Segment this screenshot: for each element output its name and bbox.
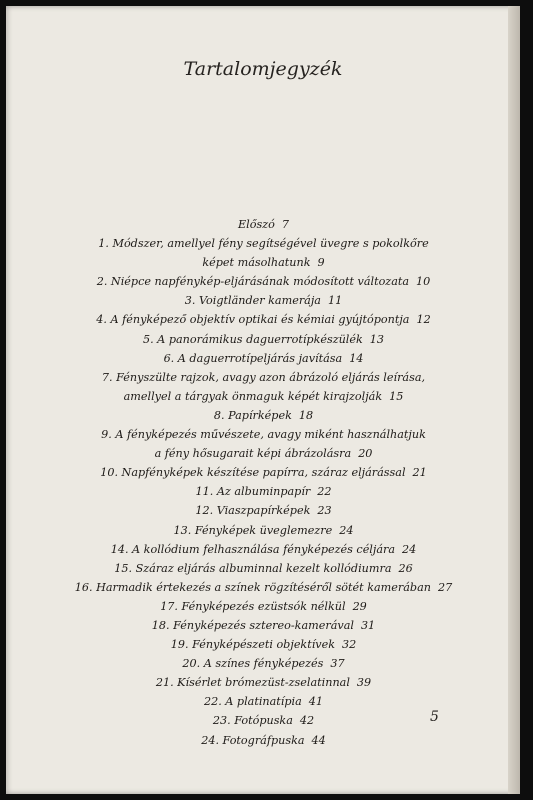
table-of-contents	[16, 215, 511, 750]
toc-entry-page: 7	[281, 218, 289, 231]
toc-entry-page: 12	[416, 313, 431, 327]
toc-entry-page: 13	[369, 332, 385, 346]
toc-entry-title: 16. Harmadik értekezés a színek rögzítéséről sötét kamerában	[74, 580, 431, 594]
toc-entry	[16, 425, 511, 444]
toc-entry-page: 10	[416, 275, 431, 289]
toc-entry	[16, 616, 511, 635]
page-number: 5	[430, 709, 439, 725]
toc-entry-title: 22. A platinatípia	[203, 695, 302, 709]
toc-entry-title: 11. Az albuminpapír	[195, 485, 311, 499]
toc-entry	[16, 654, 511, 673]
toc-entry-title: 12. Viaszpapírképek	[195, 504, 311, 518]
toc-entry-page: 23	[317, 504, 332, 518]
toc-entry-page: 11	[327, 294, 343, 308]
toc-entry-page: 9	[317, 256, 325, 270]
toc-entry-page: 15	[389, 389, 404, 403]
toc-entry-title: 9. A fényképezés művészete, avagy miként használhatjuk	[101, 428, 426, 442]
toc-entry-page: 41	[308, 695, 324, 709]
toc-entry	[16, 463, 511, 482]
toc-entry-page: 18	[298, 408, 314, 422]
toc-entry-title: 4. A fényképező objektív optikai és kémiai gyújtópontja	[96, 313, 410, 327]
toc-entry-page: 26	[398, 561, 413, 575]
toc-entry	[16, 234, 511, 253]
toc-entry	[16, 578, 511, 597]
toc-entry-title: 19. Fényképészeti objektívek	[170, 638, 336, 652]
toc-entry-title: 14. A kollódium felhasználása fényképezés céljára	[110, 542, 396, 556]
toc-entry	[16, 330, 511, 349]
toc-entry	[16, 368, 511, 387]
toc-entry-title: amellyel a tárgyak önmaguk képét kirajzolják	[123, 389, 383, 403]
toc-entry	[16, 597, 511, 616]
toc-entry	[16, 310, 511, 329]
toc-entry-title: 3. Voigtländer kamerája	[184, 294, 321, 308]
toc-entry	[16, 482, 511, 501]
toc-entry-page: 20	[358, 447, 373, 461]
book-page	[6, 6, 520, 794]
toc-entry	[16, 673, 511, 692]
toc-entry-page: 14	[349, 351, 364, 365]
toc-entry	[16, 635, 511, 654]
toc-entry-title: 6. A daguerrotípeljárás javítása	[163, 351, 343, 365]
toc-entry	[16, 215, 511, 234]
toc-entry	[16, 406, 511, 425]
toc-entry-page: 31	[360, 618, 376, 632]
toc-entry-title: 8. Papírképek	[213, 408, 292, 422]
toc-entry-page: 27	[437, 580, 453, 594]
toc-entry-title: 18. Fényképezés sztereo-kamerával	[151, 618, 354, 632]
page-title: Tartalomjegyzék	[183, 58, 343, 80]
toc-entry-page: 24	[339, 523, 354, 537]
toc-entry-title: 2. Niépce napfénykép-eljárásának módosított változata	[96, 275, 410, 289]
toc-entry-title: 13. Fényképek üveglemezre	[173, 523, 333, 537]
toc-entry	[16, 559, 511, 578]
toc-entry-title: 10. Napfényképek készítése papírra, száraz eljárással	[100, 466, 406, 480]
toc-entry-title: képet másolhatunk	[202, 256, 311, 270]
toc-entry	[16, 540, 511, 559]
toc-entry-page: 37	[330, 657, 345, 671]
toc-entry-title: 24. Fotográfpuska	[201, 733, 305, 747]
toc-entry-page: 42	[299, 714, 315, 728]
toc-entry	[16, 731, 511, 750]
toc-entry-title: 23. Fotópuska	[212, 714, 293, 728]
toc-entry	[16, 291, 511, 310]
toc-entry-page: 39	[356, 676, 372, 690]
toc-entry-title: 21. Kísérlet brómezüst-zselatinnal	[155, 676, 350, 690]
toc-entry-title: a fény hősugarait képi ábrázolásra	[154, 447, 352, 461]
toc-entry-page: 21	[412, 466, 427, 480]
toc-entry-title: 15. Száraz eljárás albuminnal kezelt kollódiumra	[114, 561, 392, 575]
toc-entry-page: 24	[402, 542, 417, 556]
toc-entry-page: 44	[311, 733, 326, 747]
toc-entry	[16, 349, 511, 368]
toc-entry-title: 20. A színes fényképezés	[182, 657, 324, 671]
toc-entry-title: 5. A panorámikus daguerrotípkészülék	[142, 332, 363, 346]
toc-entry-title: 1. Módszer, amellyel fény segítségével üvegre s pokolkőre	[98, 237, 429, 251]
toc-entry-page: 32	[342, 638, 357, 652]
toc-entry-page: 29	[352, 599, 367, 613]
toc-entry	[16, 387, 511, 406]
toc-entry-page: 22	[317, 485, 332, 499]
toc-entry-title: 7. Fényszülte rajzok, avagy azon ábrázoló eljárás leírása,	[101, 370, 426, 384]
toc-entry	[16, 521, 511, 540]
toc-entry	[16, 253, 511, 272]
toc-entry-title: Előszó	[238, 218, 275, 231]
toc-entry	[16, 501, 511, 520]
toc-entry	[16, 272, 511, 291]
toc-entry	[16, 444, 511, 463]
toc-entry-title: 17. Fényképezés ezüstsók nélkül	[160, 599, 346, 613]
